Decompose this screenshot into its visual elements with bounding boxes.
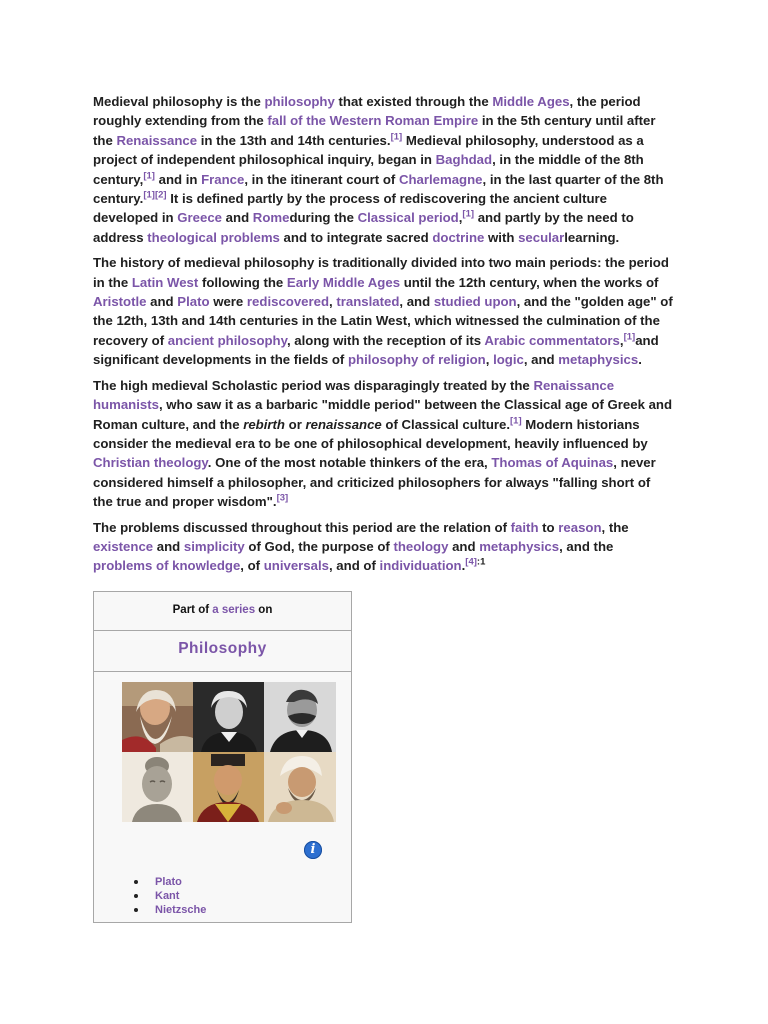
link-a-series[interactable]: a series xyxy=(212,604,256,616)
text: , in the itinerant court of xyxy=(244,171,399,187)
link-problems-of-knowledge[interactable]: problems of knowledge xyxy=(93,558,241,574)
series-prefix: Part of xyxy=(172,604,213,616)
list-item xyxy=(134,875,206,889)
emphasis-rebirth: rebirth xyxy=(243,416,285,432)
link-rediscovered[interactable]: rediscovered xyxy=(246,294,330,310)
citation-4[interactable]: [4] xyxy=(465,556,477,568)
link-renaissance-humanists[interactable]: Renaissance humanists xyxy=(93,377,615,413)
link-metaphysics[interactable]: metaphysics xyxy=(558,352,639,368)
citation-1[interactable]: [1] xyxy=(143,189,155,201)
text: , and xyxy=(399,294,434,310)
text: , who saw it as a barbaric "middle period" between the Classical age of Greek and Roman culture, and the xyxy=(93,397,673,432)
info-icon[interactable]: i xyxy=(304,841,322,859)
text: and xyxy=(222,210,253,226)
text: following the xyxy=(198,274,287,290)
infobox-portrait-list xyxy=(134,875,206,918)
text: and partly by the need to address xyxy=(93,210,634,245)
link-doctrine[interactable]: doctrine xyxy=(432,229,485,245)
text: , and the "golden age" of the 12th, 13th and 14th centuries in the Latin West, which witnessed the culmination of the recovery of xyxy=(93,294,673,348)
emphasis-renaissance: renaissance xyxy=(305,416,382,432)
text: , xyxy=(458,210,463,226)
text: Medieval philosophy is the xyxy=(93,94,265,109)
infobox-series-header xyxy=(94,592,351,631)
text: until the 12th century, when the works of xyxy=(400,274,659,290)
text: , in the last quarter of the 8th century. xyxy=(93,171,664,207)
link-kant-list[interactable]: Kant xyxy=(155,890,180,903)
paragraph-intro xyxy=(93,92,673,247)
text: of Classical culture. xyxy=(381,416,511,432)
link-universals[interactable]: universals xyxy=(263,558,329,574)
text: , the xyxy=(601,519,629,535)
list-item xyxy=(134,903,206,917)
text: , xyxy=(485,352,494,368)
link-existence[interactable]: existence xyxy=(93,538,154,554)
text: , xyxy=(619,332,624,348)
portrait-confucius[interactable] xyxy=(193,752,264,822)
text: . xyxy=(638,352,642,368)
link-greece[interactable]: Greece xyxy=(177,210,223,226)
portrait-averroes[interactable] xyxy=(264,752,336,822)
text: The problems discussed throughout this period are the relation of xyxy=(93,519,511,535)
text: with xyxy=(484,229,519,245)
portrait-kant[interactable] xyxy=(193,682,264,752)
series-suffix: on xyxy=(255,604,273,616)
text: , and the xyxy=(559,538,614,554)
link-early-middle-ages[interactable]: Early Middle Ages xyxy=(286,274,401,290)
paragraph-problems xyxy=(93,518,673,576)
link-baghdad[interactable]: Baghdad xyxy=(435,152,493,168)
text: , and of xyxy=(328,558,380,574)
link-theological-problems[interactable]: theological problems xyxy=(147,229,280,245)
link-rome[interactable]: Rome xyxy=(252,210,290,226)
link-nietzsche-list[interactable]: Nietzsche xyxy=(155,904,207,917)
citation-1[interactable]: [1] xyxy=(143,170,155,182)
link-plato-list[interactable]: Plato xyxy=(155,876,182,888)
paragraph-history xyxy=(93,253,673,369)
text: , and xyxy=(523,352,559,368)
link-france[interactable]: France xyxy=(201,171,245,187)
text: and in xyxy=(154,171,202,187)
link-secular[interactable]: secular xyxy=(518,229,565,245)
link-studied-upon[interactable]: studied upon xyxy=(433,294,517,310)
text: and significant developments in the fields of xyxy=(93,332,659,368)
text: and xyxy=(448,538,480,554)
infobox-title-text[interactable]: Philosophy xyxy=(178,640,267,657)
link-reason[interactable]: reason xyxy=(558,519,602,535)
list-item xyxy=(134,889,206,903)
infobox-title[interactable] xyxy=(94,631,351,672)
text: or xyxy=(284,416,306,432)
text: The high medieval Scholastic period was disparagingly treated by the xyxy=(93,377,534,393)
infobox-philosophy xyxy=(93,591,352,923)
link-renaissance[interactable]: Renaissance xyxy=(116,132,198,148)
article-body xyxy=(93,92,673,582)
link-christian-theology[interactable]: Christian theology xyxy=(93,455,208,471)
text: , xyxy=(329,294,337,310)
citation-2[interactable]: [2] xyxy=(154,189,167,201)
text: , in the middle of the 8th century, xyxy=(93,152,644,187)
text: learning. xyxy=(564,229,620,245)
citation-1[interactable]: [1] xyxy=(462,209,475,221)
link-philosophy[interactable]: philosophy xyxy=(264,94,335,109)
text: Medieval philosophy, understood as a project of independent philosophical inquiry, began in xyxy=(93,132,644,168)
link-theology[interactable]: theology xyxy=(393,538,449,554)
text: and to integrate sacred xyxy=(279,229,433,245)
portrait-plato[interactable] xyxy=(122,682,193,752)
link-fall-western-roman-empire[interactable]: fall of the Western Roman Empire xyxy=(267,113,479,129)
link-plato[interactable]: Plato xyxy=(177,294,210,310)
citation-1[interactable]: [1] xyxy=(623,331,636,343)
text: , of xyxy=(240,558,264,574)
text: in the 5th century until after the xyxy=(93,113,656,148)
text: Modern historians consider the medieval era to be one of philosophical development, heavily influenced by xyxy=(93,416,648,451)
link-thomas-of-aquinas[interactable]: Thomas of Aquinas xyxy=(491,455,614,471)
text: that existed through the xyxy=(334,94,493,109)
link-logic[interactable]: logic xyxy=(493,352,524,368)
citation-3[interactable]: [3] xyxy=(276,492,289,504)
text: of God, the purpose of xyxy=(244,538,394,554)
text: , along with the reception of its xyxy=(286,332,485,348)
portrait-collage[interactable] xyxy=(122,682,336,822)
text: . xyxy=(461,558,466,574)
text: , the period roughly extending from the xyxy=(93,94,641,129)
link-metaphysics[interactable]: metaphysics xyxy=(479,538,560,554)
portrait-nietzsche[interactable] xyxy=(264,682,336,752)
link-individuation[interactable]: individuation xyxy=(379,558,462,574)
text: . One of the most notable thinkers of the era, xyxy=(207,455,492,471)
link-classical-period[interactable]: Classical period xyxy=(357,210,459,226)
link-philosophy-of-religion[interactable]: philosophy of religion xyxy=(348,352,486,368)
citation-page: :1 xyxy=(476,556,486,568)
text: to xyxy=(538,519,559,535)
link-arabic-commentators[interactable]: Arabic commentators xyxy=(484,332,620,348)
link-aristotle[interactable]: Aristotle xyxy=(93,294,147,310)
text: and xyxy=(146,294,178,310)
link-middle-ages[interactable]: Middle Ages xyxy=(492,94,570,109)
link-faith[interactable]: faith xyxy=(510,519,539,535)
text: during the xyxy=(289,210,358,226)
link-latin-west[interactable]: Latin West xyxy=(131,274,199,290)
link-charlemagne[interactable]: Charlemagne xyxy=(398,171,483,187)
text: The history of medieval philosophy is traditionally divided into two main periods: the period in the xyxy=(93,255,669,290)
citation-1[interactable]: [1] xyxy=(510,415,522,427)
text: It is defined partly by the process of rediscovering the ancient culture developed in xyxy=(93,191,608,226)
link-translated[interactable]: translated xyxy=(336,294,400,310)
portrait-buddha[interactable] xyxy=(122,752,193,822)
link-ancient-philosophy[interactable]: ancient philosophy xyxy=(167,332,287,348)
text: , never considered himself a philosopher, and criticized philosophers for always "falling short of the true and proper wisdom". xyxy=(93,455,656,510)
paragraph-scholastic xyxy=(93,376,673,512)
citation-1[interactable]: [1] xyxy=(390,131,403,143)
text: in the 13th and 14th centuries. xyxy=(197,132,391,148)
link-simplicity[interactable]: simplicity xyxy=(183,538,245,554)
text: were xyxy=(209,294,247,310)
text: and xyxy=(153,538,184,554)
